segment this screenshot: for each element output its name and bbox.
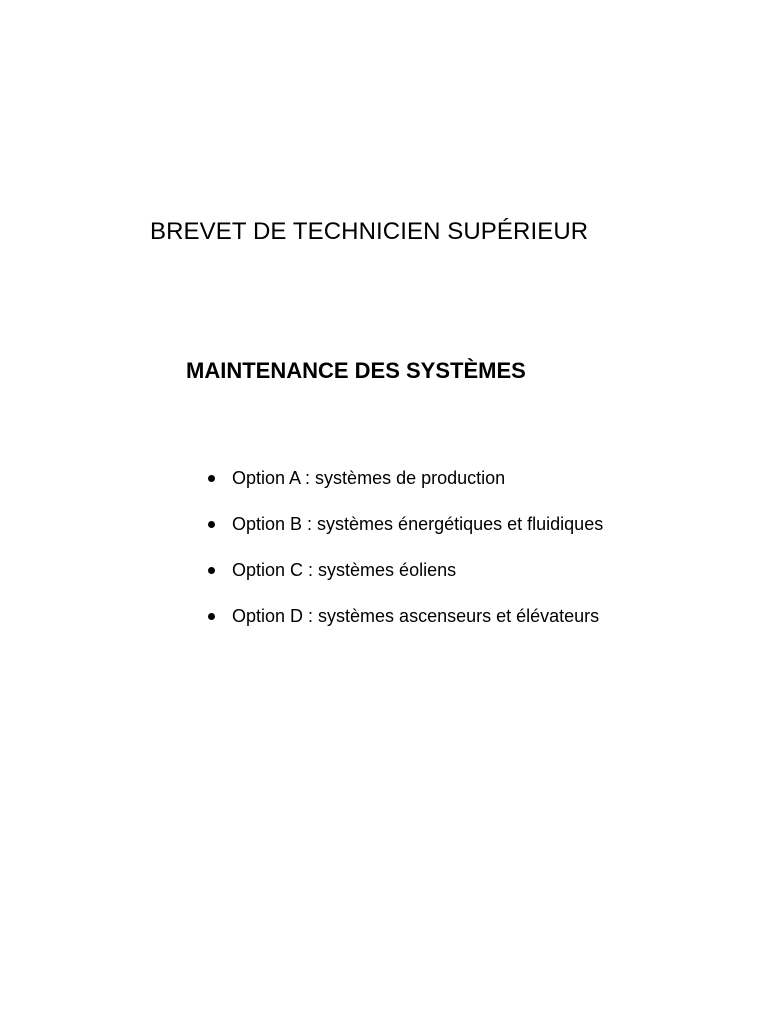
bullet-icon [208, 475, 215, 482]
option-label: Option C : systèmes éoliens [232, 560, 457, 580]
bullet-icon [208, 613, 215, 620]
bullet-icon [208, 567, 215, 574]
document-subtitle: MAINTENANCE DES SYSTÈMES [186, 358, 526, 383]
bullet-icon [208, 521, 215, 528]
option-label: Option A : systèmes de production [232, 468, 506, 488]
document-title: BREVET DE TECHNICIEN SUPÉRIEUR [150, 218, 589, 245]
option-label: Option B : systèmes énergétiques et fluidiques [232, 514, 604, 534]
option-label: Option D : systèmes ascenseurs et élévateurs [232, 606, 600, 626]
